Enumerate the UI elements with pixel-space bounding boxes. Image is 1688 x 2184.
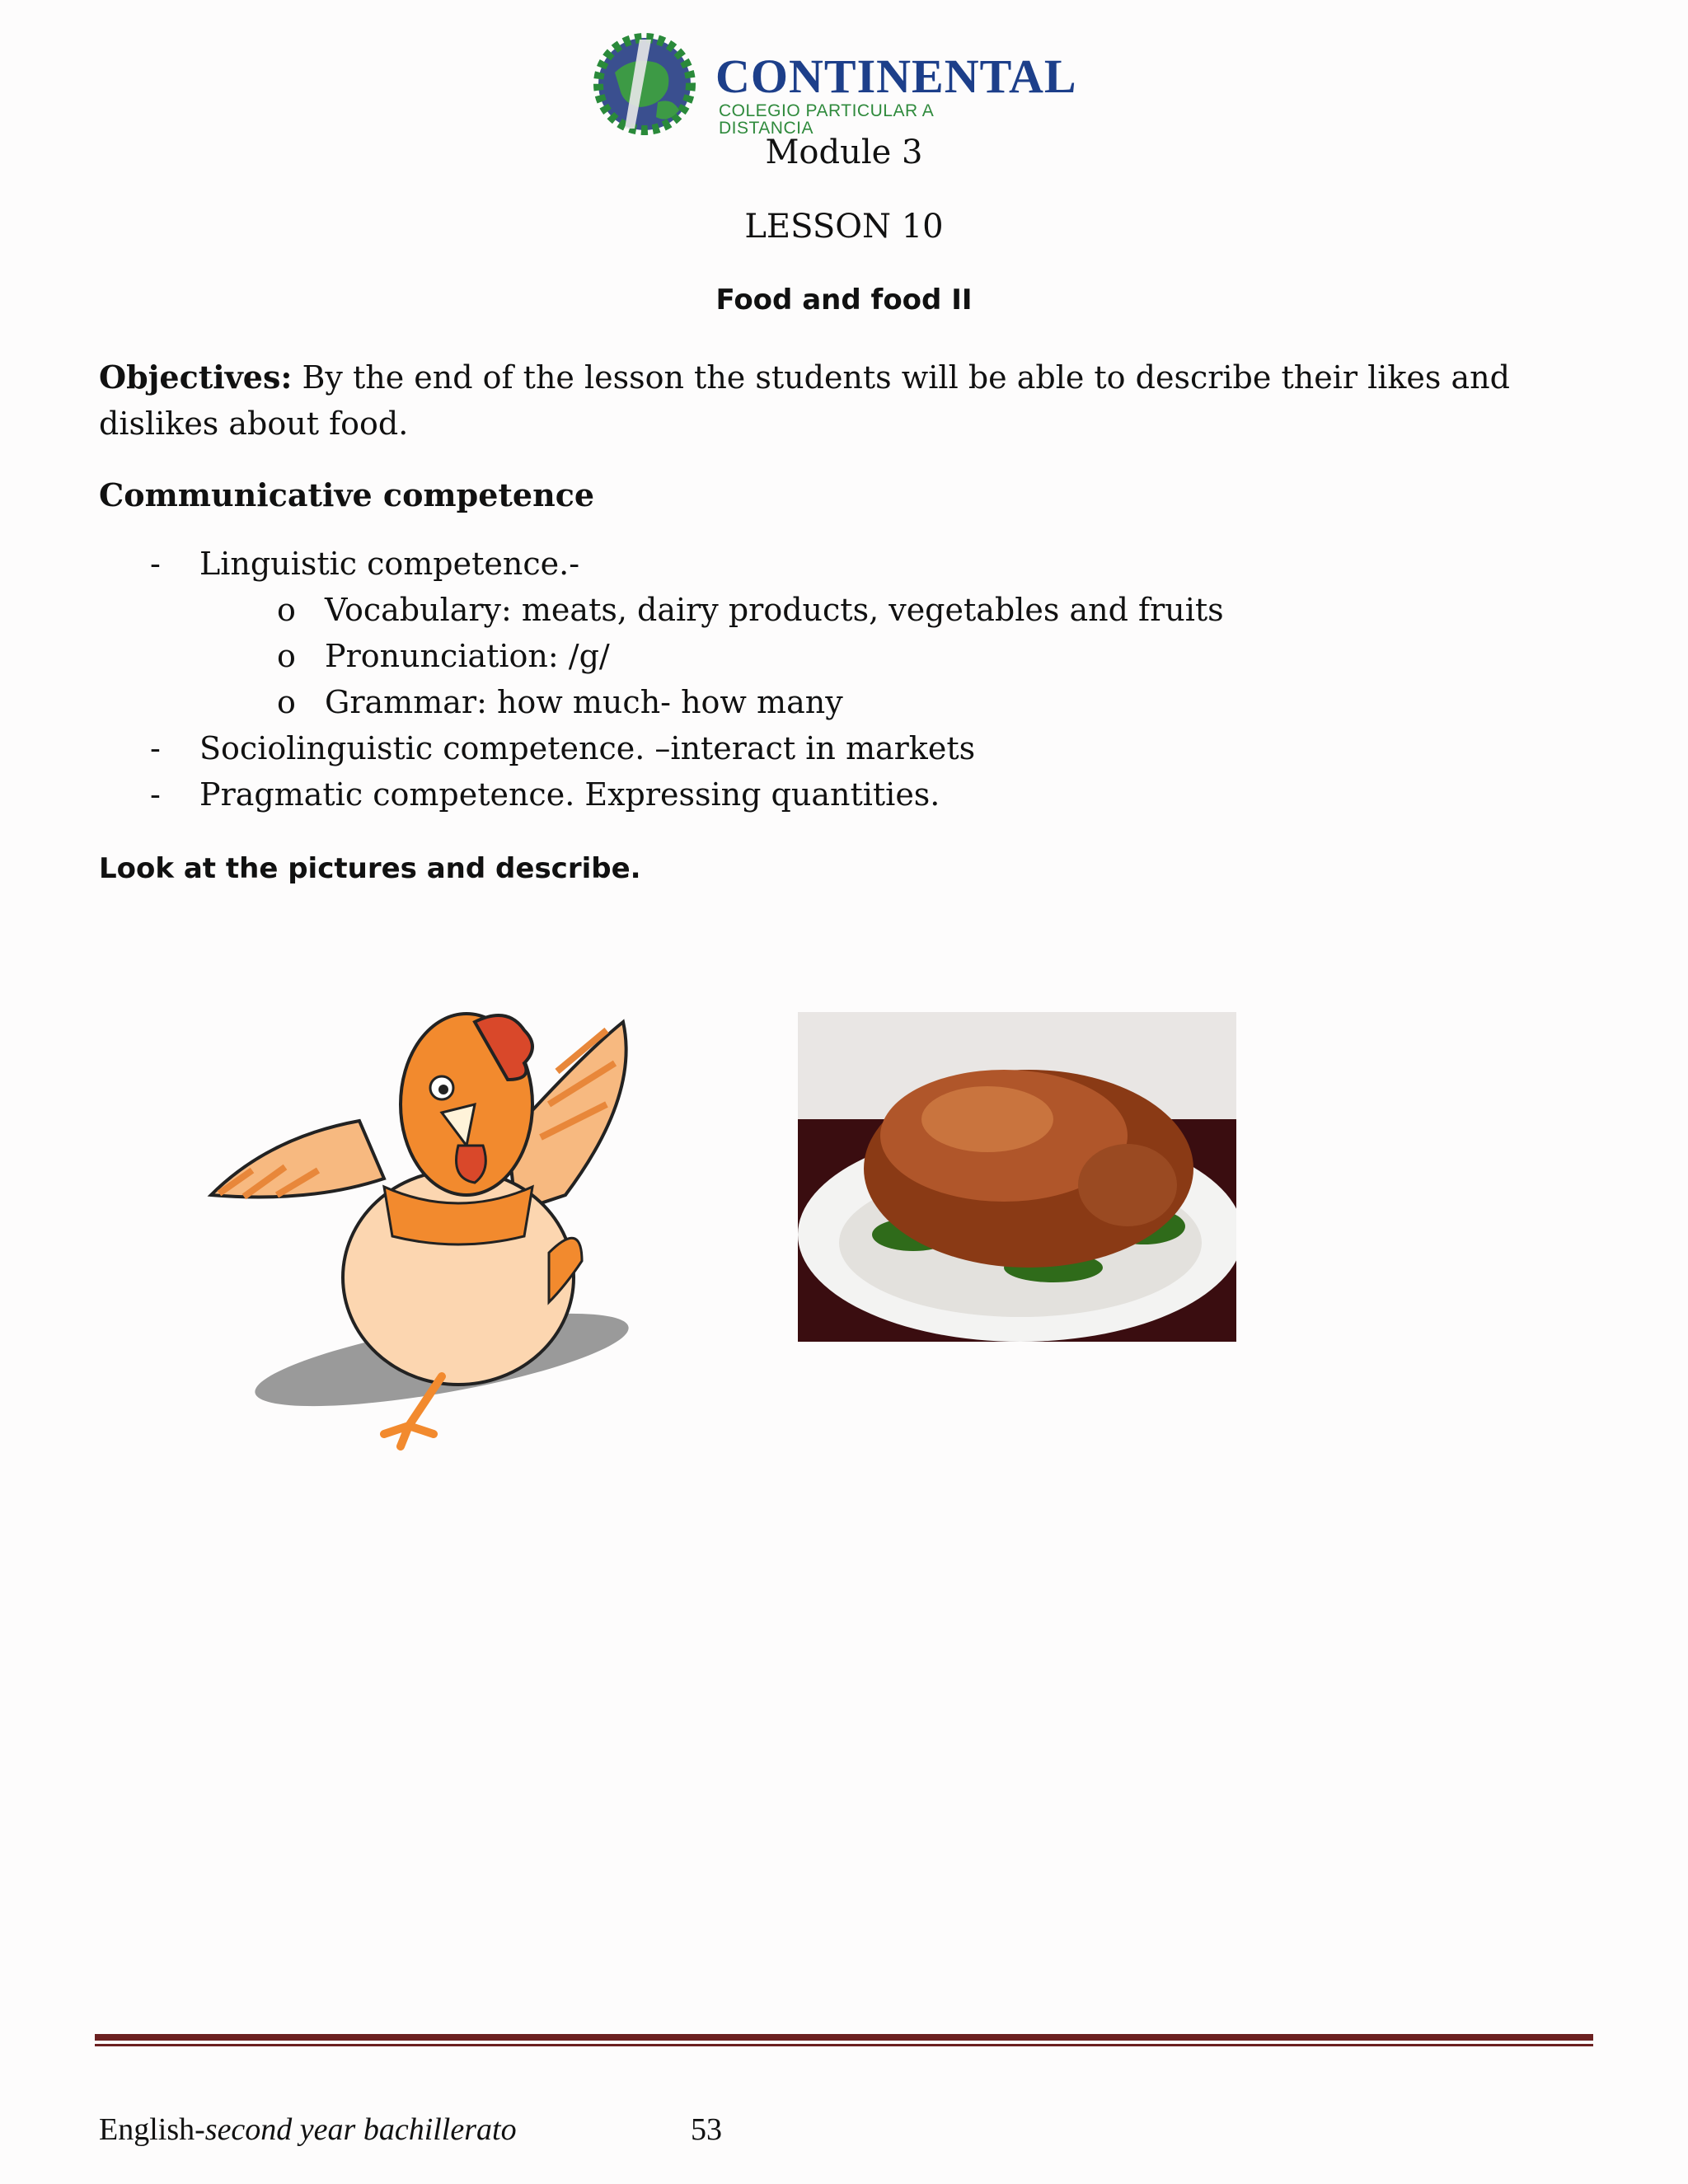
list-marker: - [150,730,161,766]
module-label: Module 3 [765,134,923,171]
logo-name: CONTINENTAL [715,49,1077,103]
globe-gear-icon [582,31,722,137]
list-marker: o [277,638,296,674]
list-marker: o [277,684,296,720]
list-item-text: Sociolinguistic competence. –interact in markets [199,730,976,766]
list-item-text: Pragmatic competence. Expressing quantities. [199,776,940,813]
footer-divider [95,2034,1593,2041]
objectives-text: By the end of the lesson the students will be able to describe their likes and dislikes about food. [99,359,1510,442]
list-marker: o [277,592,296,628]
objectives-paragraph [99,354,1582,447]
lesson-label: LESSON 10 [744,208,944,246]
list-item-text: Vocabulary: meats, dairy products, vegetables and fruits [325,592,1224,628]
lesson-title: Food and food II [715,284,973,316]
logo-tagline: COLEGIO PARTICULAR A DISTANCIA [719,101,934,138]
objectives-label: Objectives: [99,359,293,396]
list-item-text: Linguistic competence.- [199,546,580,582]
competence-list [150,546,1469,826]
list-marker: - [150,776,161,813]
list-item-text: Grammar: how much- how many [325,684,843,720]
footer-course [99,2111,517,2148]
footer-subject: English- [99,2112,205,2147]
list-marker: - [150,546,161,582]
competence-heading: Communicative competence [99,476,595,513]
footer-course-name: second year bachillerato [204,2112,517,2147]
page-number: 53 [691,2112,722,2147]
cartoon-hen-image [195,1005,656,1451]
footer-divider-thin [95,2044,1593,2046]
list-item-text: Pronunciation: /g/ [325,638,610,674]
roast-chicken-image [798,1012,1236,1342]
school-logo [582,31,1077,138]
instruction-text: Look at the pictures and describe. [99,852,641,885]
